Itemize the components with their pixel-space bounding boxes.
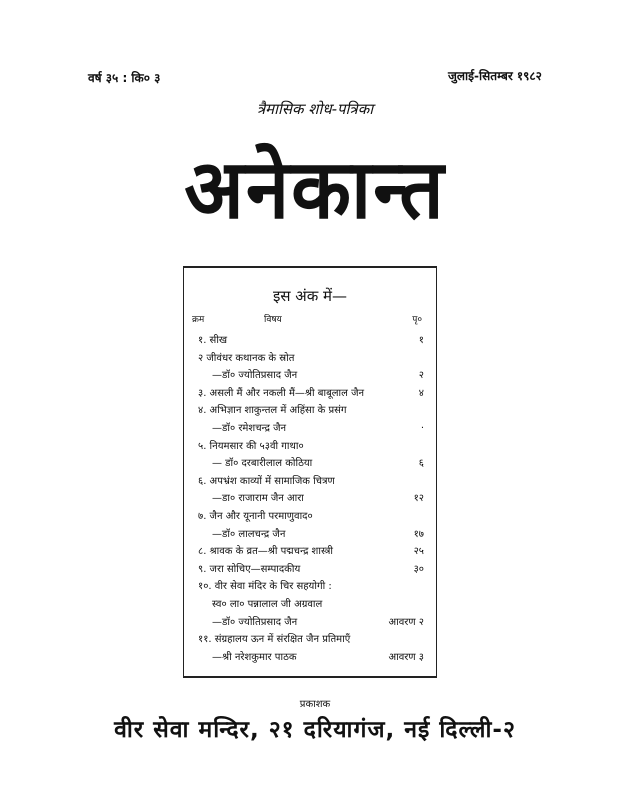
- toc-entry-title: ४. अभिज्ञान शाकुन्तल में अहिंसा के प्रसंग: [198, 405, 347, 417]
- toc-entry: [198, 402, 424, 420]
- toc-entry-title: —डा० राजाराम जैन आरा: [212, 493, 304, 505]
- toc-entry-page: आवरण २: [388, 616, 424, 628]
- table-of-contents: [183, 266, 437, 678]
- toc-entry-title: ७. जैन और यूनानी परमाणुवाद०: [198, 510, 313, 522]
- toc-entry-page: २: [418, 370, 424, 382]
- toc-entry: [198, 631, 424, 649]
- toc-entry-page: ४: [418, 387, 424, 399]
- toc-entry-title: — डॉ० दरबारीलाल कोठिया: [212, 458, 313, 470]
- toc-entry-title: —डॉ० ज्योतिप्रसाद जैन: [212, 370, 298, 382]
- publisher-label: प्रकाशक: [299, 699, 331, 710]
- toc-entry: [198, 596, 424, 614]
- toc-entry-title: ३. असली मैं और नकली मैं—श्री बाबूलाल जैन: [198, 387, 365, 399]
- toc-entry: [198, 614, 424, 632]
- toc-entry: [198, 561, 424, 579]
- toc-entry-title: १. सीख: [198, 335, 228, 346]
- toc-entry: [198, 490, 424, 508]
- toc-entry-page: १२: [413, 493, 424, 505]
- toc-entry-title: ६. अपभ्रंश काव्यों में सामाजिक चित्रण: [198, 475, 335, 487]
- toc-entry-title: १०. वीर सेवा मंदिर के चिर सहयोगी :: [198, 581, 332, 593]
- toc-entry-title: २ जीवंधर कथानक के स्रोत: [198, 352, 295, 364]
- toc-entry-page: २५: [413, 546, 424, 558]
- toc-entry: [198, 508, 424, 526]
- toc-entry: [198, 385, 424, 403]
- toc-entry-title: —श्री नरेशकुमार पाठक: [212, 651, 297, 663]
- toc-entry: [198, 455, 424, 473]
- toc-entry-page: १: [418, 335, 424, 346]
- toc-heading: इस अंक में—: [273, 287, 347, 305]
- toc-entry-title: ९. जरा सोचिए—सम्पादकीय: [198, 563, 301, 575]
- masthead-title: अनेकान्त: [184, 141, 446, 238]
- toc-entry: [198, 649, 424, 667]
- toc-entry: [198, 332, 424, 350]
- col-subject: विषय: [264, 315, 282, 325]
- toc-entry-title: ५. नियमसार की ५३वी गाथा०: [198, 440, 304, 452]
- toc-entry-page: ३०: [413, 563, 424, 575]
- toc-entry: [198, 367, 424, 385]
- toc-entry: [198, 420, 424, 438]
- col-page: पृ०: [412, 315, 422, 325]
- toc-entry-page: १७: [413, 528, 424, 540]
- toc-entry-title: स्व० ला० पन्नालाल जी अग्रवाल: [212, 598, 323, 610]
- toc-entry-title: —डॉ० ज्योतिप्रसाद जैन: [212, 616, 298, 628]
- toc-entry-title: ८. श्रावक के व्रत—श्री पद्मचन्द्र शास्त्री: [198, 546, 333, 558]
- toc-entry: [198, 438, 424, 456]
- col-serial: क्रम: [192, 315, 205, 325]
- toc-list: [198, 332, 424, 666]
- toc-entry: [198, 526, 424, 544]
- issue-number: वर्ष ३५ : कि० ३: [88, 71, 161, 85]
- toc-entry: [198, 543, 424, 561]
- toc-entry-title: ११. संग्रहालय ऊन में संरक्षित जैन प्रतिमाएँ: [198, 634, 351, 646]
- toc-entry-page: ·: [420, 422, 424, 434]
- toc-entry: [198, 578, 424, 596]
- toc-entry-page: आवरण ३: [388, 651, 424, 663]
- subtitle: त्रैमासिक शोध-पत्रिका: [256, 100, 374, 118]
- toc-entry-title: —डॉ० रमेशचन्द्र जैन: [212, 422, 287, 434]
- toc-entry: [198, 350, 424, 368]
- toc-entry: [198, 473, 424, 491]
- publisher-address: वीर सेवा मन्दिर, २१ दरियागंज, नई दिल्ली-२: [114, 717, 516, 743]
- issue-date: जुलाई-सितम्बर १९८२: [448, 69, 542, 83]
- toc-entry-page: ६: [418, 458, 424, 470]
- toc-entry-title: —डॉ० लालचन्द्र जैन: [212, 528, 286, 540]
